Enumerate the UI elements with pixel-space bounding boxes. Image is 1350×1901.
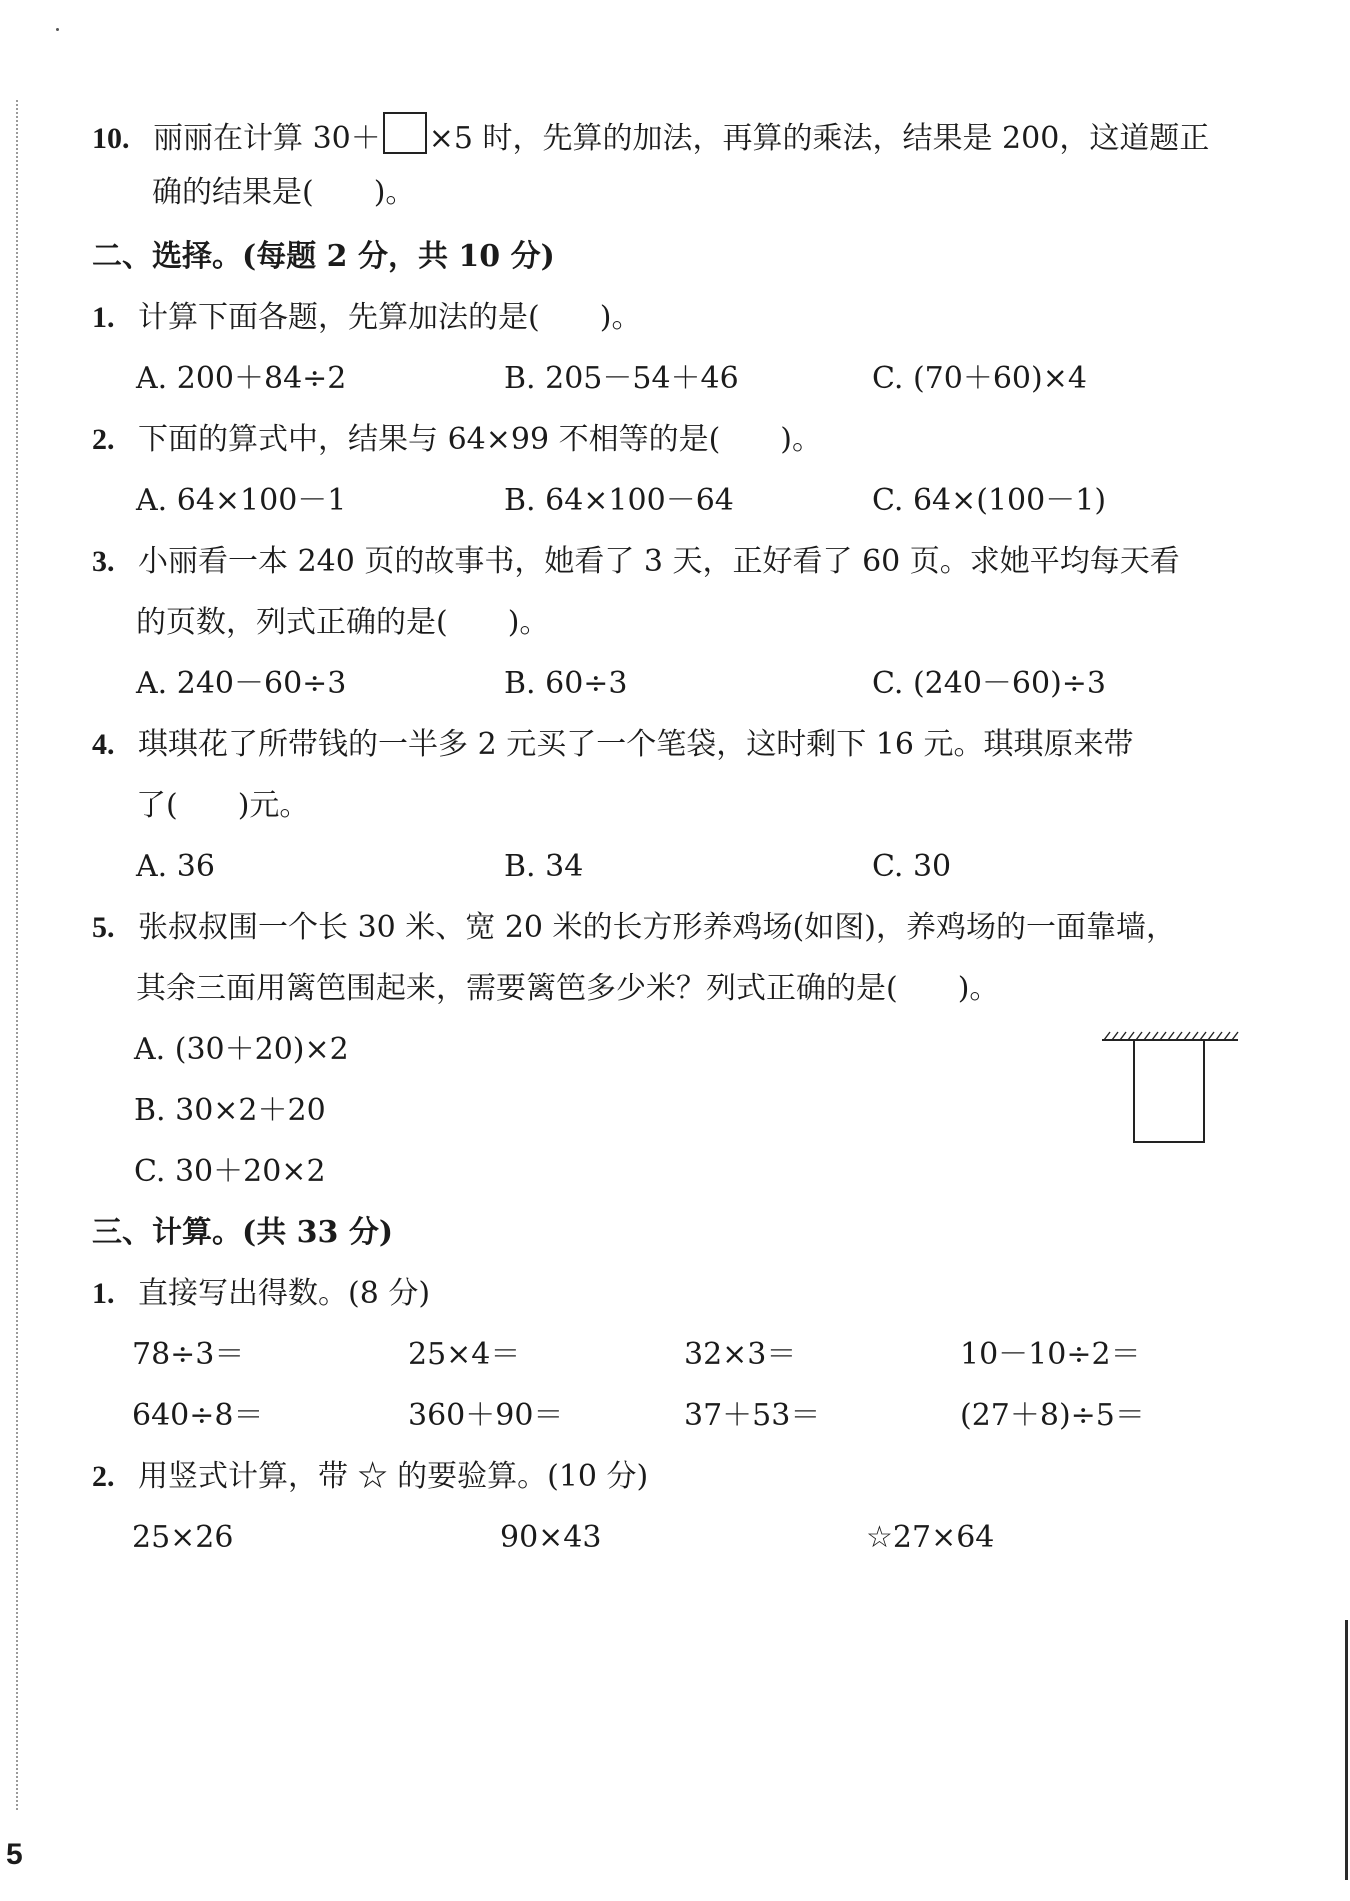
question-number: 1. — [92, 301, 115, 334]
option-b[interactable]: B. 30×2＋20 — [134, 1093, 326, 1128]
question-text: 丽丽在计算 30＋ — [153, 121, 381, 156]
chicken-coop-figure — [1100, 1030, 1240, 1150]
option-b[interactable]: B. 34 — [504, 849, 584, 884]
option-a[interactable]: A. 36 — [136, 849, 215, 884]
s2-question-3-line-2: 的页数，列式正确的是( )。 — [136, 605, 550, 640]
fence-outline — [1134, 1040, 1204, 1142]
question-10-line-1 — [92, 112, 1209, 154]
calc-item: 25×4＝ — [408, 1337, 521, 1372]
option-a[interactable]: A. 64×100－1 — [136, 483, 347, 518]
question-number: 5. — [92, 911, 115, 944]
question-10-line-2: 确的结果是( )。 — [152, 175, 416, 210]
section-2-title: 二、选择。(每题 2 分，共 10 分) — [92, 239, 555, 274]
calc-item: 32×3＝ — [684, 1337, 797, 1372]
s2-question-4-line-2: 了( )元。 — [136, 788, 310, 823]
option-c[interactable]: C. 30 — [872, 849, 952, 884]
question-text: ×5 时，先算的加法，再算的乘法，结果是 200，这道题正 — [428, 121, 1210, 156]
question-number: 2. — [92, 423, 115, 456]
vertical-calc-item: 90×43 — [500, 1520, 602, 1555]
s3-question-2 — [92, 1459, 649, 1494]
s3-question-1 — [92, 1276, 431, 1311]
option-c[interactable]: C. (70＋60)×4 — [872, 361, 1087, 396]
question-number: 10. — [92, 122, 130, 155]
option-a[interactable]: A. 200＋84÷2 — [136, 361, 347, 396]
binding-margin-line — [16, 100, 18, 1810]
option-c[interactable]: C. 64×(100－1) — [872, 483, 1107, 518]
question-text: 琪琪花了所带钱的一半多 2 元买了一个笔袋，这时剩下 16 元。琪琪原来带 — [138, 727, 1134, 762]
s2-question-5 — [92, 910, 1176, 945]
question-text: 计算下面各题，先算加法的是( )。 — [138, 300, 642, 335]
s2-question-2 — [92, 422, 823, 457]
option-b[interactable]: B. 60÷3 — [504, 666, 628, 701]
question-number: 3. — [92, 545, 115, 578]
option-b[interactable]: B. 64×100－64 — [504, 483, 734, 518]
calc-item: 360＋90＝ — [408, 1398, 564, 1433]
page-number: 5 — [6, 1838, 23, 1871]
vertical-calc-item: 25×26 — [132, 1520, 234, 1555]
calc-item: 78÷3＝ — [132, 1337, 245, 1372]
calc-item: 37＋53＝ — [684, 1398, 821, 1433]
vertical-calc-item: ☆27×64 — [866, 1520, 995, 1555]
s2-question-3 — [92, 544, 1180, 579]
corner-dot — [56, 28, 59, 31]
s2-question-1 — [92, 300, 642, 335]
calc-item: 640÷8＝ — [132, 1398, 264, 1433]
question-number: 2. — [92, 1460, 115, 1493]
question-number: 4. — [92, 728, 115, 761]
right-edge-rule — [1345, 1620, 1348, 1880]
question-number: 1. — [92, 1277, 115, 1310]
option-a[interactable]: A. 240－60÷3 — [136, 666, 347, 701]
question-text: 直接写出得数。(8 分) — [138, 1276, 431, 1311]
calc-item: 10－10÷2＝ — [960, 1337, 1141, 1372]
calc-item: (27＋8)÷5＝ — [960, 1398, 1145, 1433]
question-text: 张叔叔围一个长 30 米、宽 20 米的长方形养鸡场(如图)，养鸡场的一面靠墙， — [138, 910, 1176, 945]
option-c[interactable]: C. 30＋20×2 — [134, 1154, 326, 1189]
option-a[interactable]: A. (30＋20)×2 — [134, 1032, 349, 1067]
wall-hatching — [1104, 1032, 1238, 1040]
question-text: 下面的算式中，结果与 64×99 不相等的是( )。 — [138, 422, 823, 457]
question-text: 用竖式计算，带 ☆ 的要验算。(10 分) — [138, 1459, 649, 1494]
blank-box[interactable] — [383, 112, 427, 154]
section-3-title: 三、计算。(共 33 分) — [92, 1215, 394, 1250]
option-c[interactable]: C. (240－60)÷3 — [872, 666, 1107, 701]
question-text: 小丽看一本 240 页的故事书，她看了 3 天，正好看了 60 页。求她平均每天看 — [138, 544, 1180, 579]
s2-question-5-line-2: 其余三面用篱笆围起来，需要篱笆多少米？列式正确的是( )。 — [136, 971, 1000, 1006]
option-b[interactable]: B. 205－54＋46 — [504, 361, 739, 396]
s2-question-4 — [92, 727, 1134, 762]
